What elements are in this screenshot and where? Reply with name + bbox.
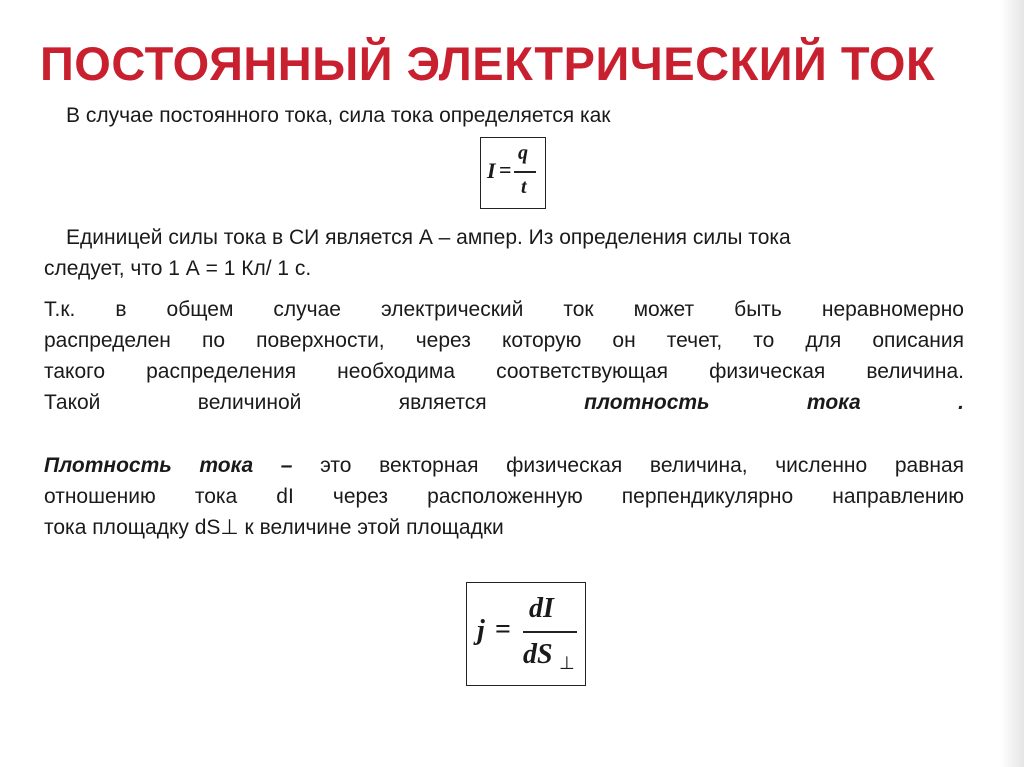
slide-title: ПОСТОЯННЫЙ ЭЛЕКТРИЧЕСКИЙ ТОК [40, 37, 936, 90]
formula-current-equals: = [499, 157, 512, 182]
density-intro-line-2: распределен по поверхности, через которую он течет, то для описания [44, 329, 964, 352]
definition-line-1-rest: это векторная физическая величина, численно равная [292, 454, 965, 477]
formula-density-denominator: dS [523, 639, 553, 670]
si-unit-line-1: Единицей силы тока в СИ является А – ампер. Из определения силы тока [66, 226, 791, 249]
density-intro-line-1: Т.к. в общем случае электрический ток может быть неравномерно [44, 298, 964, 321]
formula-current-denominator: t [521, 176, 527, 198]
density-intro-paragraph [44, 294, 964, 418]
formula-density-lhs: j [477, 615, 485, 646]
density-intro-period: . [958, 391, 964, 414]
definition-paragraph [44, 450, 964, 543]
slide-edge-shadow [1000, 0, 1024, 767]
definition-line-3: тока площадку dS⊥ к величине этой площадки [44, 516, 504, 539]
formula-current-lhs: I [487, 158, 496, 183]
formula-density-fraction-bar [523, 631, 577, 633]
density-intro-line-3: такого распределения необходима соответствующая физическая величина. [44, 360, 964, 383]
current-density-term: плотность тока [584, 391, 861, 414]
si-unit-line-2: следует, что 1 А = 1 Кл/ 1 с. [44, 257, 312, 280]
formula-density-box [466, 582, 586, 686]
definition-term: Плотность тока – [44, 454, 293, 477]
formula-current-numerator: q [518, 142, 528, 164]
formula-current-fraction-bar [514, 171, 536, 173]
density-intro-line-4-prefix: Такой величиной является [44, 391, 487, 414]
definition-line-2: отношению тока dI через расположенную перпендикулярно направлению [44, 485, 964, 508]
intro-text: В случае постоянного тока, сила тока определяется как [66, 104, 611, 127]
definition-line-1 [44, 450, 964, 481]
density-intro-line-4 [44, 387, 964, 418]
formula-density-numerator: dI [529, 593, 554, 624]
formula-current-box [480, 137, 546, 209]
perpendicular-subscript: ⊥ [559, 653, 575, 673]
formula-density-equals: = [495, 614, 511, 645]
